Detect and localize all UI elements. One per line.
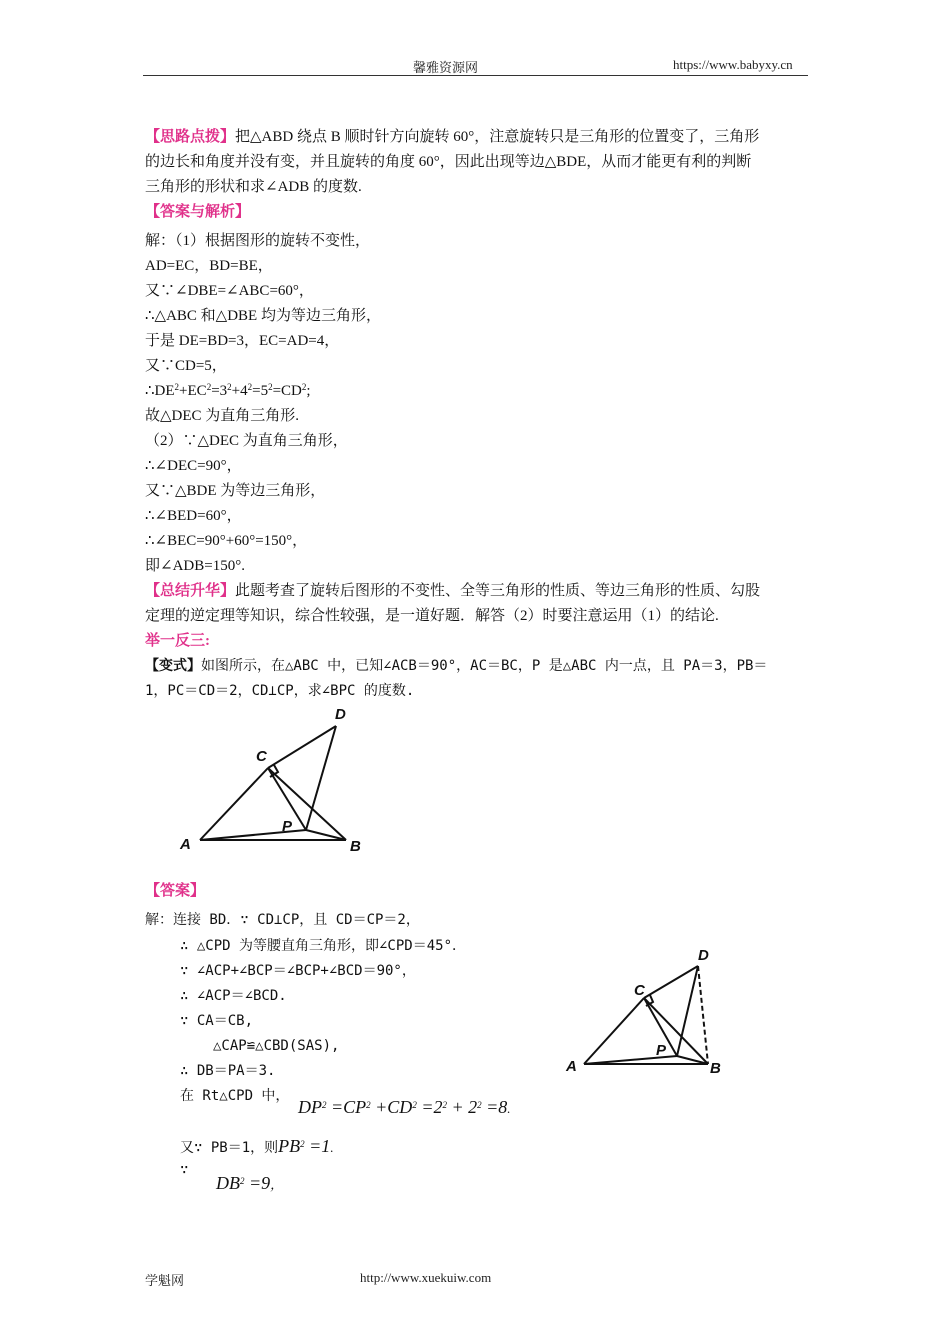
answer2-line: 解：连接 BD．∵ CD⊥CP，且 CD＝CP＝2， xyxy=(145,912,420,928)
solution-line: 故△DEC 为直角三角形. xyxy=(145,408,300,424)
solution-line: 又∵∠DBE=∠ABC=60°， xyxy=(145,283,314,299)
solution-line: ∴∠DEC=90°， xyxy=(145,458,242,474)
segment-ac xyxy=(584,998,644,1064)
label-p: P xyxy=(656,1042,667,1059)
header-site-name: 馨雅资源网 xyxy=(413,60,479,75)
triangle-figure-1 xyxy=(170,700,370,860)
answer2-line: ∵ ∠ACP+∠BCP＝∠BCP+∠BCD＝90°， xyxy=(180,963,416,979)
label-d: D xyxy=(698,947,709,964)
solution-line: ∴△ABC 和△DBE 均为等边三角形， xyxy=(145,308,381,324)
solution-line: 于是 DE=BD=3，EC=AD=4， xyxy=(145,333,340,349)
practice-heading: 举一反三: xyxy=(145,633,210,649)
tips-line-2: 的边长和角度并没有变，并且旋转的角度 60°，因此出现等边△BDE，从而才能更有利的判断 xyxy=(145,154,752,170)
answer2-line: ∴ ∠ACP＝∠BCD. xyxy=(180,988,287,1004)
label-b: B xyxy=(710,1060,721,1077)
answer2-line: ∴ DB＝PA＝3. xyxy=(180,1063,276,1079)
summary-label: 【总结升华】 xyxy=(145,583,236,599)
label-a: A xyxy=(566,1058,577,1075)
segment-cd xyxy=(644,966,698,998)
answer2-line: ∵ xyxy=(180,1162,189,1178)
solution-line: （2）∵△DEC 为直角三角形， xyxy=(145,433,348,449)
tips-line-1: 【思路点拨】把△ABD 绕点 B 顺时针方向旋转 60°，注意旋转只是三角形的位置变了，三角形 xyxy=(145,129,760,145)
label-c: C xyxy=(634,982,645,999)
tips-line-3: 三角形的形状和求∠ADB 的度数. xyxy=(145,179,362,195)
segment-db-dashed xyxy=(698,966,708,1064)
answer-heading: 【答案与解析】 xyxy=(145,204,251,220)
summary-line-2: 定理的逆定理等知识，综合性较强，是一道好题．解答（2）时要注意运用（1）的结论. xyxy=(145,608,719,624)
equation-db-squared: $DB^2 =9$， xyxy=(216,1173,284,1193)
header-divider xyxy=(143,75,808,76)
solution-line: AD=EC，BD=BE， xyxy=(145,258,273,274)
answer2-line: △CAP≌△CBD(SAS), xyxy=(213,1038,340,1054)
tips-label: 【思路点拨】 xyxy=(145,129,236,145)
equation-dp-squared: $DP^2 =CP^2 +CD^2 =2^2 + 2^2 =8$. xyxy=(298,1097,511,1117)
variant-label: 【变式】 xyxy=(145,658,201,674)
variant-line-1: 【变式】如图所示，在△ABC 中，已知∠ACB＝90°，AC＝BC，P 是△ABC 内一点，且 PA＝3，PB＝ xyxy=(145,658,768,674)
label-b: B xyxy=(350,838,361,855)
answer2-line: ∴ △CPD 为等腰直角三角形，即∠CPD＝45°． xyxy=(180,938,467,954)
label-c: C xyxy=(256,748,267,765)
label-p: P xyxy=(282,818,293,835)
variant-line-2: 1，PC＝CD＝2，CD⊥CP，求∠BPC 的度数. xyxy=(145,683,415,699)
footer-site-name: 学魁网 xyxy=(145,1273,185,1288)
summary-line-1: 【总结升华】此题考查了旋转后图形的不变性、全等三角形的性质、等边三角形的性质、勾股 xyxy=(145,583,761,599)
label-a: A xyxy=(180,836,191,853)
triangle-figure-2 xyxy=(560,940,740,1080)
header-url[interactable]: https://www.babyxy.cn xyxy=(673,57,793,72)
solution-line: 又∵△BDE 为等边三角形， xyxy=(145,483,326,499)
solution-line: 又∵CD=5， xyxy=(145,358,227,374)
label-d: D xyxy=(335,706,346,723)
answer2-line: ∵ CA＝CB, xyxy=(180,1013,254,1029)
answer2-line: 在 Rt△CPD 中， xyxy=(180,1088,290,1104)
solution-line-pythagoras: $\therefore DE^2+EC^2=3^2+4^2=5^2=CD^2$; xyxy=(145,382,311,399)
solution-line: 即∠ADB=150°. xyxy=(145,558,245,574)
answer2-line-pb: 又∵ PB＝1，则$PB^2 =1$. xyxy=(180,1136,334,1156)
equation-pb-squared: $PB^2 =1$. xyxy=(278,1136,334,1156)
segment-ac xyxy=(200,768,268,840)
solution-line: ∴∠BED=60°， xyxy=(145,508,242,524)
solution-line: ∴∠BEC=90°+60°=150°， xyxy=(145,533,308,549)
footer-url[interactable]: http://www.xuekuiw.com xyxy=(360,1270,492,1285)
answer2-heading: 【答案】 xyxy=(145,883,206,899)
solution-line: 解：（1）根据图形的旋转不变性， xyxy=(145,233,371,249)
